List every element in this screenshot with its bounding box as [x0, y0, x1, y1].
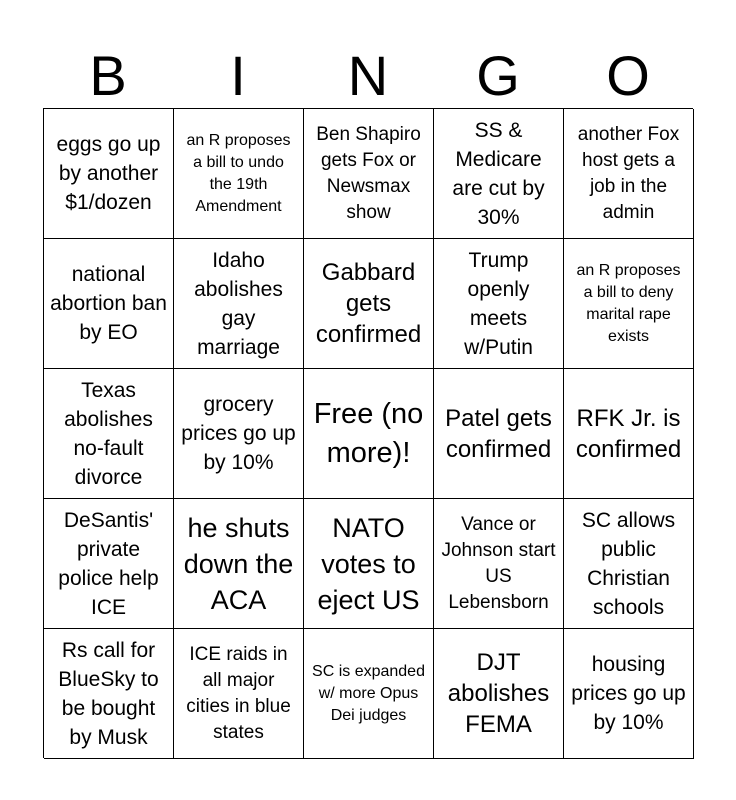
bingo-cell-r4-c3[interactable]: NATO votes to eject US	[304, 499, 434, 629]
bingo-grid	[43, 108, 693, 758]
bingo-cell-r4-c1[interactable]: DeSantis' private police help ICE	[44, 499, 174, 629]
bingo-cell-r1-c1[interactable]: eggs go up by another $1/dozen	[44, 109, 174, 239]
bingo-cell-r3-c2[interactable]: grocery prices go up by 10%	[174, 369, 304, 499]
bingo-header	[43, 44, 693, 108]
bingo-cell-r4-c4[interactable]: Vance or Johnson start US Lebensborn	[434, 499, 564, 629]
bingo-cell-r5-c2[interactable]: ICE raids in all major cities in blue states	[174, 629, 304, 759]
bingo-cell-r2-c4[interactable]: Trump openly meets w/Putin	[434, 239, 564, 369]
bingo-cell-r4-c5[interactable]: SC allows public Christian schools	[564, 499, 694, 629]
header-letter-g: G	[476, 44, 520, 107]
bingo-cell-r2-c3[interactable]: Gabbard gets confirmed	[304, 239, 434, 369]
bingo-cell-r1-c3[interactable]: Ben Shapiro gets Fox or Newsmax show	[304, 109, 434, 239]
bingo-cell-r1-c5[interactable]: another Fox host gets a job in the admin	[564, 109, 694, 239]
bingo-cell-r2-c2[interactable]: Idaho abolishes gay marriage	[174, 239, 304, 369]
header-letter-i: I	[230, 44, 246, 107]
bingo-cell-r2-c1[interactable]: national abortion ban by EO	[44, 239, 174, 369]
bingo-cell-r3-c5[interactable]: RFK Jr. is confirmed	[564, 369, 694, 499]
header-letter-b: B	[89, 44, 127, 107]
bingo-cell-r3-c1[interactable]: Texas abolishes no-fault divorce	[44, 369, 174, 499]
bingo-cell-r3-c4[interactable]: Patel gets confirmed	[434, 369, 564, 499]
bingo-cell-r5-c3[interactable]: SC is expanded w/ more Opus Dei judges	[304, 629, 434, 759]
bingo-cell-r1-c2[interactable]: an R proposes a bill to undo the 19th Amendment	[174, 109, 304, 239]
bingo-cell-r4-c2[interactable]: he shuts down the ACA	[174, 499, 304, 629]
bingo-cell-r5-c5[interactable]: housing prices go up by 10%	[564, 629, 694, 759]
header-letter-o: O	[606, 44, 650, 107]
bingo-cell-r1-c4[interactable]: SS & Medicare are cut by 30%	[434, 109, 564, 239]
bingo-cell-free[interactable]: Free (no more)!	[304, 369, 434, 499]
bingo-cell-r2-c5[interactable]: an R proposes a bill to deny marital rape exists	[564, 239, 694, 369]
bingo-cell-r5-c4[interactable]: DJT abolishes FEMA	[434, 629, 564, 759]
bingo-cell-r5-c1[interactable]: Rs call for BlueSky to be bought by Musk	[44, 629, 174, 759]
header-letter-n: N	[347, 44, 389, 107]
